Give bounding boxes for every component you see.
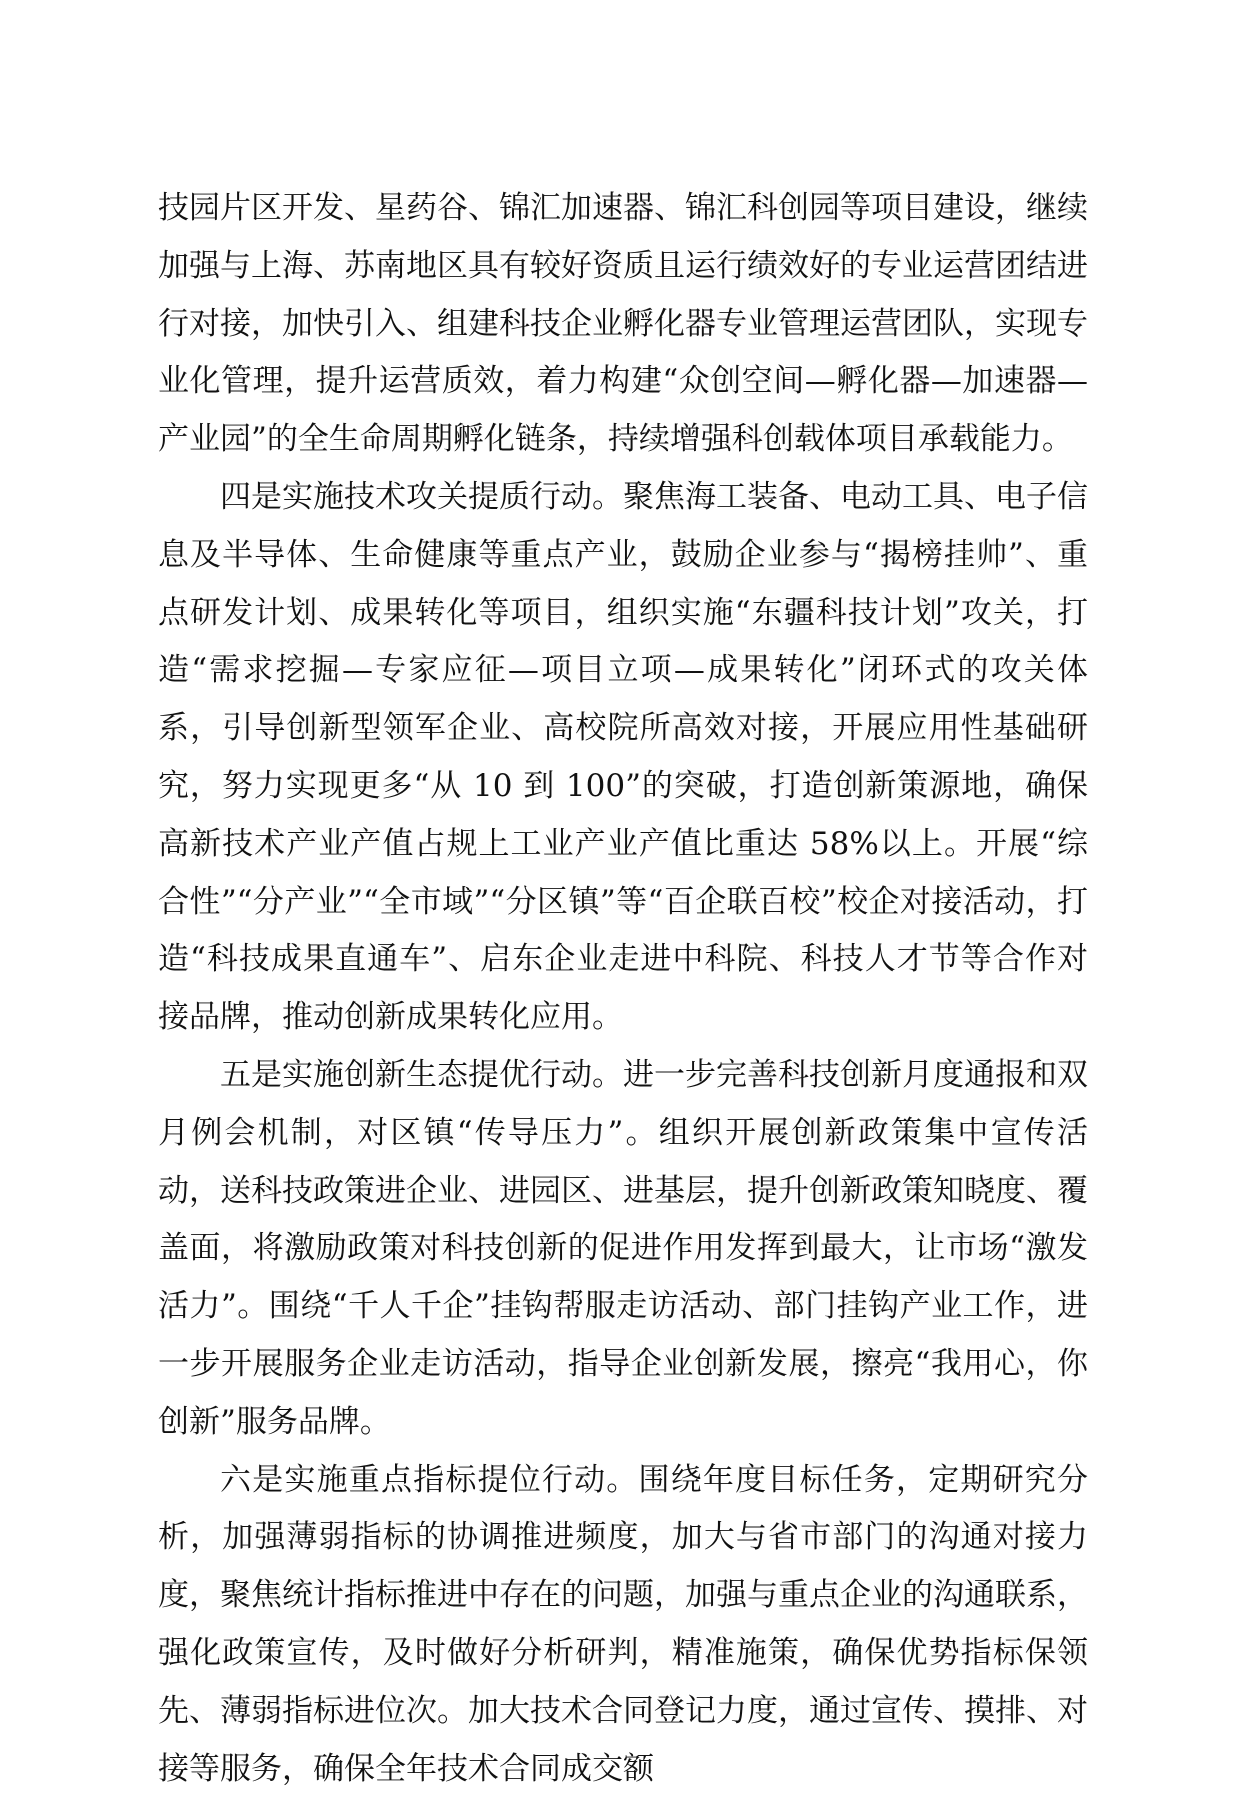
paragraph-continuation: 技园片区开发、星药谷、锦汇加速器、锦汇科创园等项目建设，继续加强与上海、苏南地区具有较好资质且运行绩效好的专业运营团结进行对接，加快引入、组建科技企业孵化器专业管理运营团队，实现专业化管理，提升运营质效，着力构建“众创空间—孵化器—加速器—产业园”的全生命周期孵化链条，持续增强科创载体项目承载能力。: [158, 190, 1088, 458]
paragraph-tech-breakthrough: 四是实施技术攻关提质行动。聚焦海工装备、电动工具、电子信息及半导体、生命健康等重点产业，鼓励企业参与“揭榜挂帅”、重点研发计划、成果转化等项目，组织实施“东疆科技计划”攻关，打造“需求挖掘—专家应征—项目立项—成果转化”闭环式的攻关体系，引导创新型领军企业、高校院所高效对接，开展应用性基础研究，努力实现更多“从 10 到 100”的突破，打造创新策源地，确保高新技术产业产值占规上工业产业产值比重达 58%以上。开展“综合性”“分产业”“全市域”“分区镇”等“百企联百校”校企对接活动，打造“科技成果直通车”、启东企业走进中科院、科技人才节等合作对接品牌，推动创新成果转化应用。: [158, 478, 1088, 1036]
paragraph-innovation-ecology: 五是实施创新生态提优行动。进一步完善科技创新月度通报和双月例会机制，对区镇“传导压力”。组织开展创新政策集中宣传活动，送科技政策进企业、进园区、进基层，提升创新政策知晓度、覆盖面，将激励政策对科技创新的促进作用发挥到最大，让市场“激发活力”。围绕“千人千企”挂钩帮服走访活动、部门挂钩产业工作，进一步开展服务企业走访活动，指导企业创新发展，擦亮“我用心，你创新”服务品牌。: [158, 1056, 1088, 1440]
document-body: [158, 180, 1088, 1798]
paragraph-key-indicators: 六是实施重点指标提位行动。围绕年度目标任务，定期研究分析，加强薄弱指标的协调推进频度，加大与省市部门的沟通对接力度，聚焦统计指标推进中存在的问题，加强与重点企业的沟通联系，强化政策宣传，及时做好分析研判，精准施策，确保优势指标保领先、薄弱指标进位次。加大技术合同登记力度，通过宣传、摸排、对接等服务，确保全年技术合同成交额: [158, 1461, 1088, 1787]
